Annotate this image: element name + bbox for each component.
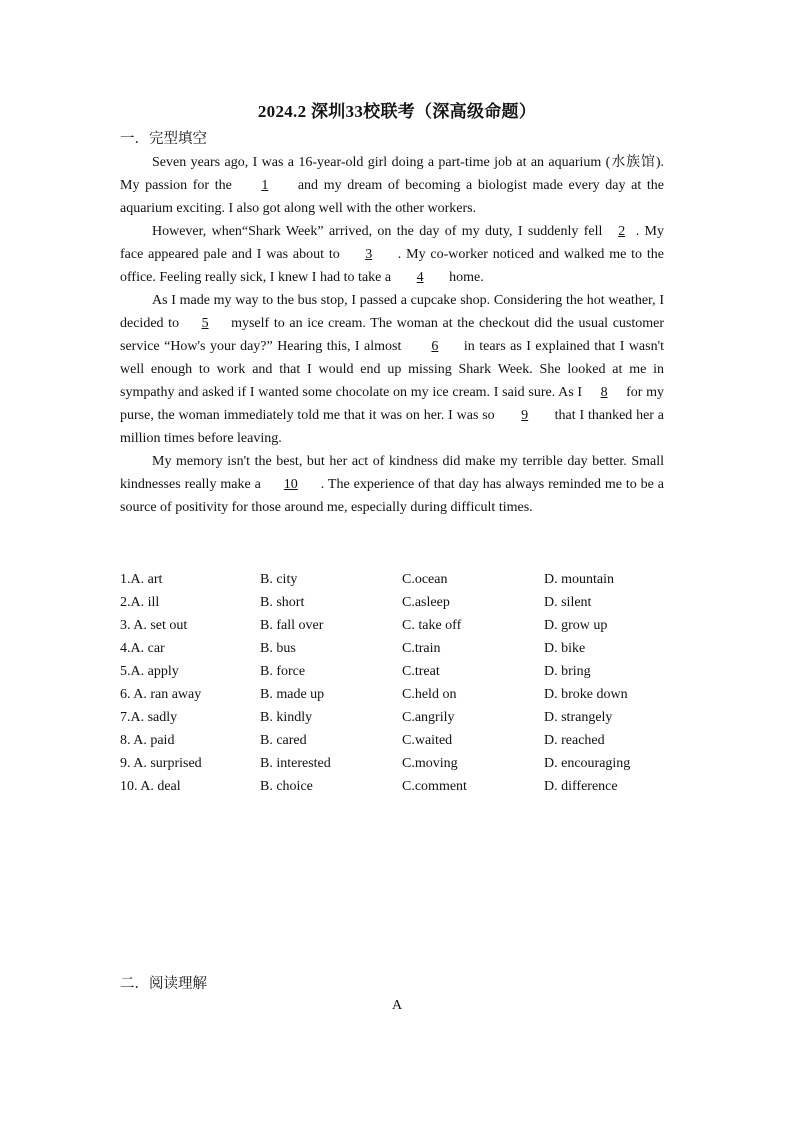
passage-paragraph-3 [120,289,664,450]
option-c: C.ocean [402,572,448,587]
option-a: 1.A. art [120,572,163,587]
reading-part-label: A [391,998,403,1013]
blank-4: 4 [416,270,424,285]
option-b: B. force [260,664,306,679]
option-a: 6. A. ran away [120,687,202,702]
document-title: 2024.2 深圳33校联考（深高级命题） [257,102,537,121]
option-d: D. silent [544,595,592,610]
option-row [120,568,680,591]
blank-8: 8 [600,385,608,400]
cloze-passage [120,151,664,519]
passage-text: in tears as I explained that I wasn't well enough to work and that I would end up missing Shark Week. She looked at me in sympathy and asked if I wanted some chocolate on my ice cream. I said sure. As I [120,339,665,400]
option-b: B. fall over [260,618,324,633]
option-d: D. strangely [544,710,613,725]
option-row [120,775,680,798]
option-a: 5.A. apply [120,664,179,679]
option-c: C.train [402,641,441,656]
option-d: D. broke down [544,687,628,702]
blank-2: 2 [618,224,626,239]
option-row [120,706,680,729]
option-d: D. mountain [544,572,614,587]
option-d: D. bring [544,664,591,679]
passage-text: and my dream of becoming a biologist made every day at the aquarium exciting. I also got along well with the other workers. [120,178,664,216]
passage-text: . The experience of that day has always reminded me to be a source of positivity for those around me, especially during difficult times. [120,477,664,515]
option-b: B. short [260,595,305,610]
passage-text: . My face appeared pale and I was about to [120,224,665,262]
passage-text: for my purse, the woman immediately told me that it was on her. I was so [120,385,664,423]
option-c: C. take off [402,618,462,633]
blank-10: 10 [283,477,298,492]
option-b: B. choice [260,779,313,794]
option-b: B. kindly [260,710,313,725]
option-b: B. interested [260,756,331,771]
option-b: B. city [260,572,298,587]
passage-text: home. [449,270,484,285]
option-b: B. cared [260,733,307,748]
option-d: D. encouraging [544,756,631,771]
option-a: 2.A. ill [120,595,160,610]
passage-text: . My co-worker noticed and walked me to the office. Feeling really sick, I knew I had to take a [120,247,665,285]
option-d: D. difference [544,779,618,794]
option-row [120,660,680,683]
blank-9: 9 [521,408,529,423]
option-c: C.treat [402,664,440,679]
blank-3: 3 [365,247,373,262]
passage-paragraph-1 [120,151,664,220]
option-b: B. made up [260,687,325,702]
passage-text: that I thanked her a million times before leaving. [120,408,665,446]
passage-text: Seven years ago, I was a 16-year-old girl doing a part-time job at an aquarium (水族馆). My passion for the [120,155,664,193]
passage-text: However, when“Shark Week” arrived, on the day of my duty, I suddenly fell [152,224,603,239]
option-c: C.asleep [402,595,450,610]
option-a: 3. A. set out [120,618,188,633]
section-heading-cloze: 一．完型填空 [120,131,207,147]
blank-6: 6 [431,339,439,354]
option-row [120,752,680,775]
option-c: C.moving [402,756,458,771]
option-a: 9. A. surprised [120,756,202,771]
option-row [120,729,680,752]
section-heading-reading: 二．阅读理解 [120,976,207,992]
option-c: C.waited [402,733,453,748]
blank-1: 1 [261,178,269,193]
option-row [120,614,680,637]
option-a: 10. A. deal [120,779,181,794]
passage-paragraph-4 [120,450,664,519]
passage-text: myself to an ice cream. The woman at the checkout did the usual customer service “How's your day?” Hearing this, I almost [120,316,665,354]
option-row [120,637,680,660]
option-row [120,683,680,706]
passage-text: As I made my way to the bus stop, I passed a cupcake shop. Considering the hot weather, I decided to [120,293,664,331]
option-a: 8. A. paid [120,733,175,748]
option-d: D. grow up [544,618,608,633]
option-row [120,591,680,614]
option-c: C.angrily [402,710,455,725]
option-c: C.held on [402,687,457,702]
option-d: D. bike [544,641,586,656]
option-c: C.comment [402,779,467,794]
option-a: 7.A. sadly [120,710,178,725]
option-b: B. bus [260,641,296,656]
passage-paragraph-2 [120,220,664,289]
answer-options [120,568,680,798]
option-d: D. reached [544,733,605,748]
blank-5: 5 [201,316,209,331]
passage-text: My memory isn't the best, but her act of kindness did make my terrible day better. Small kindnesses really make a [120,454,664,492]
option-a: 4.A. car [120,641,165,656]
